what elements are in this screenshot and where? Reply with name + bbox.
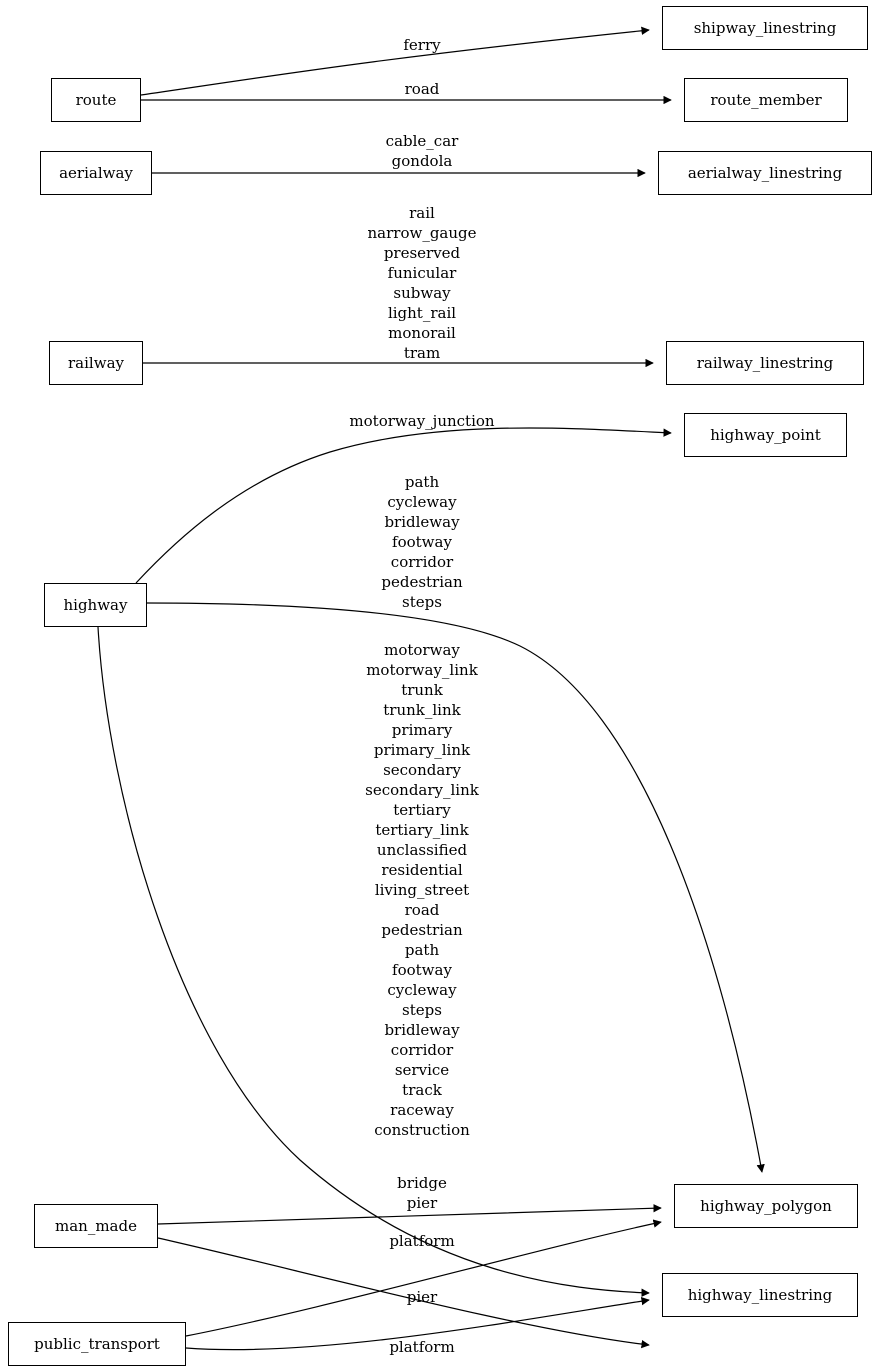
edge-label-line: unclassified xyxy=(376,841,468,859)
edge-label-line: pier xyxy=(406,1288,438,1306)
edge-man_made-to-highway_linestring xyxy=(158,1238,649,1345)
edge-label-line: footway xyxy=(392,533,452,551)
edge-label-line: motorway_junction xyxy=(349,412,495,430)
edge-label-line: funicular xyxy=(387,264,457,282)
edge-label-line: cable_car xyxy=(385,132,459,150)
edge-label-line: bridge xyxy=(397,1174,447,1192)
edge-label-line: platform xyxy=(389,1338,455,1356)
edge-label-line: ferry xyxy=(403,36,441,54)
edge-route-to-shipway_linestring xyxy=(141,30,649,95)
node-highway_linestring[interactable] xyxy=(662,1273,858,1317)
node-label: route_member xyxy=(710,90,822,109)
edge-label-line: trunk_link xyxy=(383,701,461,719)
edge-label-line: light_rail xyxy=(387,304,457,322)
edge-label-line: secondary xyxy=(383,761,461,779)
node-aerialway_linestring[interactable] xyxy=(658,151,872,195)
edge-label-line: rail xyxy=(409,204,435,222)
edge-label-public_transport-to-highway_polygon xyxy=(407,1287,437,1307)
edge-label-line: pier xyxy=(406,1194,438,1212)
node-man_made[interactable] xyxy=(34,1204,158,1248)
edge-label-man_made-to-highway_linestring xyxy=(389,1231,454,1251)
edge-label-public_transport-to-highway_linestring xyxy=(389,1337,454,1357)
node-label: highway_linestring xyxy=(687,1285,833,1304)
edge-label-man_made-to-highway_polygon xyxy=(397,1173,447,1213)
edge-label-line: trunk xyxy=(401,681,443,699)
node-highway[interactable] xyxy=(44,583,147,627)
node-label: man_made xyxy=(55,1216,137,1235)
edge-label-line: residential xyxy=(381,861,463,879)
node-highway_point[interactable] xyxy=(684,413,847,457)
edge-label-line: road xyxy=(404,80,440,98)
edge-label-line: secondary_link xyxy=(365,781,479,799)
edge-label-highway-to-highway_linestring xyxy=(365,640,479,1140)
edge-label-highway-to-highway_point xyxy=(349,411,494,431)
edge-label-line: gondola xyxy=(391,152,453,170)
node-public_transport[interactable] xyxy=(8,1322,186,1366)
edge-label-line: footway xyxy=(392,961,452,979)
edge-label-line: path xyxy=(404,473,440,491)
edge-label-route-to-shipway_linestring xyxy=(403,35,440,55)
node-label: aerialway_linestring xyxy=(687,163,843,182)
node-label: highway_point xyxy=(710,425,821,444)
node-aerialway[interactable] xyxy=(40,151,152,195)
edge-label-line: road xyxy=(404,901,440,919)
node-label: aerialway xyxy=(59,163,133,182)
edge-label-line: bridleway xyxy=(384,1021,460,1039)
edge-label-line: bridleway xyxy=(384,513,460,531)
node-label: shipway_linestring xyxy=(693,18,837,37)
edge-label-line: monorail xyxy=(388,324,456,342)
edge-label-line: cycleway xyxy=(387,493,457,511)
edge-label-line: platform xyxy=(389,1232,455,1250)
node-label: highway_polygon xyxy=(700,1196,832,1215)
edge-label-line: corridor xyxy=(390,1041,454,1059)
edge-label-line: motorway_link xyxy=(366,661,478,679)
node-route_member[interactable] xyxy=(684,78,848,122)
edge-label-line: path xyxy=(404,941,440,959)
node-label: route xyxy=(75,90,117,109)
edge-label-line: track xyxy=(402,1081,442,1099)
edge-label-railway-to-railway_linestring xyxy=(368,203,477,363)
edge-label-route-to-route_member xyxy=(405,79,440,99)
edge-label-line: narrow_gauge xyxy=(367,224,477,242)
node-label: highway xyxy=(63,595,128,614)
edge-label-line: construction xyxy=(374,1121,470,1139)
node-railway_linestring[interactable] xyxy=(666,341,864,385)
edge-label-aerialway-to-aerialway_linestring xyxy=(386,131,459,171)
node-railway[interactable] xyxy=(49,341,143,385)
edge-label-line: primary_link xyxy=(373,741,471,759)
edge-label-line: motorway xyxy=(384,641,460,659)
edge-label-line: pedestrian xyxy=(381,921,463,939)
edge-label-line: primary xyxy=(391,721,453,739)
edge-label-line: subway xyxy=(393,284,451,302)
edge-label-line: steps xyxy=(402,1001,442,1019)
node-route[interactable] xyxy=(51,78,141,122)
edge-label-line: preserved xyxy=(383,244,461,262)
edge-label-line: corridor xyxy=(390,553,454,571)
node-label: public_transport xyxy=(34,1334,160,1353)
edge-label-line: service xyxy=(394,1061,450,1079)
node-highway_polygon[interactable] xyxy=(674,1184,858,1228)
edge-label-line: living_street xyxy=(374,881,470,899)
edge-label-line: pedestrian xyxy=(381,573,463,591)
edge-label-line: raceway xyxy=(390,1101,454,1119)
edge-label-highway-to-highway_polygon xyxy=(381,472,462,612)
node-label: railway xyxy=(68,353,124,372)
edge-label-line: tertiary_link xyxy=(375,821,469,839)
edge-label-line: cycleway xyxy=(387,981,457,999)
edge-label-line: tram xyxy=(403,344,441,362)
edge-label-line: steps xyxy=(402,593,442,611)
edge-label-line: tertiary xyxy=(393,801,451,819)
node-shipway_linestring[interactable] xyxy=(662,6,868,50)
node-label: railway_linestring xyxy=(696,353,834,372)
